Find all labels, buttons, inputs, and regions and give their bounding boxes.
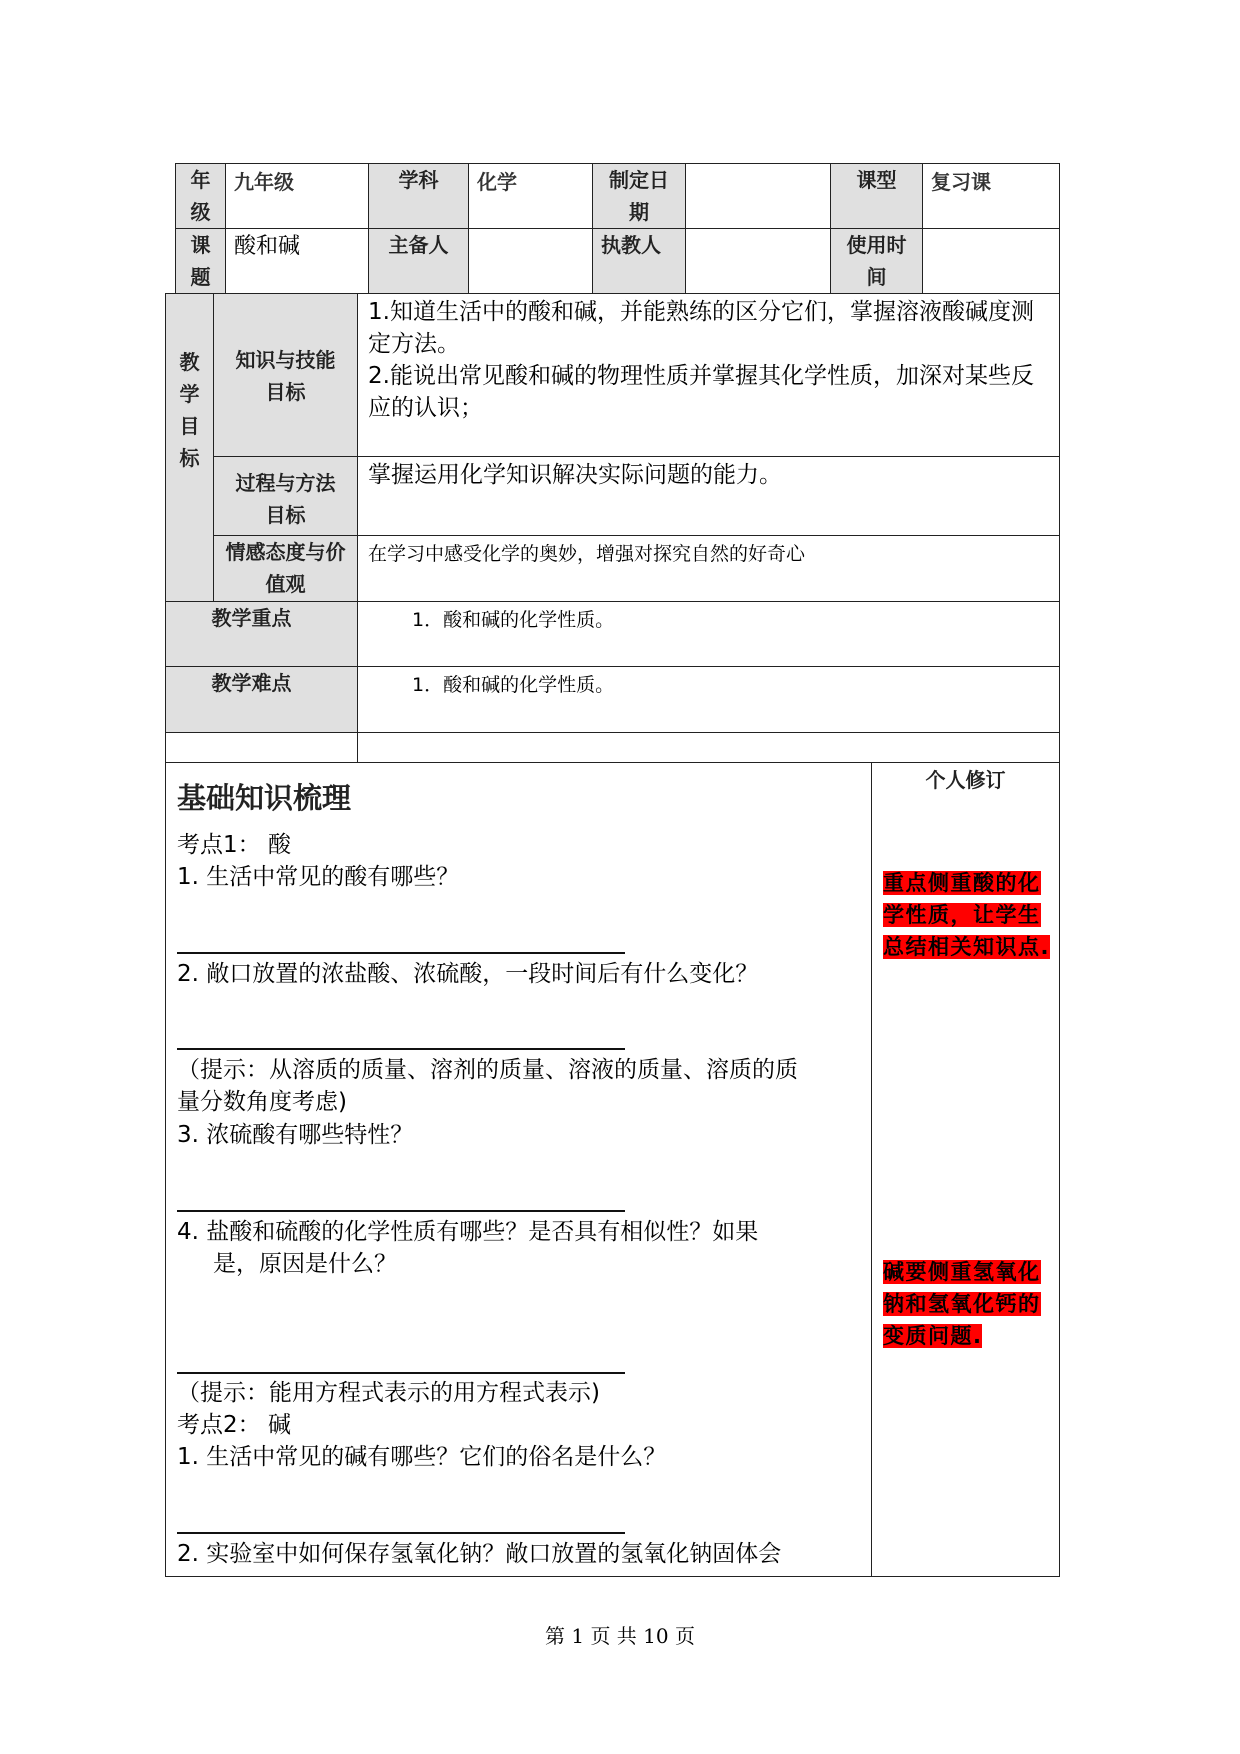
difficulty-value[interactable]: 1．酸和碱的化学性质。 — [357, 666, 1060, 733]
process-method-label: 过程与方法目标 — [213, 456, 358, 536]
empty-cell — [357, 732, 1060, 763]
revision-note-acid[interactable] — [883, 867, 1050, 963]
question-5: 1. 生活中常见的碱有哪些？它们的俗名是什么？ — [177, 1444, 667, 1470]
goal-line: 2.能说出常见酸和碱的物理性质并掌握其化学性质，加深对某些反应的认识； — [368, 363, 1034, 421]
teacher-value[interactable] — [685, 228, 831, 294]
knowledge-skill-label: 知识与技能目标 — [213, 293, 358, 457]
answer-line[interactable] — [177, 1210, 625, 1212]
question-4-line-1: 4. 盐酸和硫酸的化学性质有哪些？是否具有相似性？如果 — [177, 1219, 759, 1245]
teacher-label: 执教人 — [592, 228, 686, 294]
hint-1-line-1: （提示：从溶质的质量、溶剂的质量、溶液的质量、溶质的质 — [177, 1057, 798, 1083]
preparer-value[interactable] — [468, 228, 593, 294]
page-footer: 第 1 页 共 10 页 — [545, 1624, 695, 1648]
exam-point-acid: 考点1： 酸 — [177, 832, 291, 858]
preparer-label: 主备人 — [368, 228, 469, 294]
usetime-label: 使用时间 — [830, 228, 923, 294]
emotion-value-label: 情感态度与价值观 — [213, 535, 358, 602]
answer-line[interactable] — [177, 1048, 625, 1050]
revision-header: 个人修订 — [925, 768, 1006, 792]
answer-line[interactable] — [177, 952, 625, 954]
question-1: 1. 生活中常见的酸有哪些？ — [177, 864, 460, 890]
difficulty-label: 教学难点 — [165, 666, 358, 733]
answer-line[interactable] — [177, 1372, 625, 1374]
emotion-value-content[interactable] — [357, 535, 1060, 602]
process-method-content[interactable] — [357, 456, 1060, 536]
hint-1-line-2: 量分数角度考虑) — [177, 1089, 347, 1115]
exam-point-base: 考点2： 碱 — [177, 1412, 291, 1438]
teaching-goals-label: 教学目标 — [165, 293, 214, 602]
note-line: 学性质，让学生 — [883, 903, 1041, 927]
hint-2: （提示：能用方程式表示的用方程式表示) — [177, 1380, 600, 1406]
topic-label: 课题 — [175, 228, 226, 294]
goal-line: 掌握运用化学知识解决实际问题的能力。 — [368, 462, 782, 488]
knowledge-skill-content[interactable] — [357, 293, 1060, 457]
key-point-label: 教学重点 — [165, 601, 358, 667]
grade-label: 年级 — [175, 163, 226, 229]
topic-value[interactable]: 酸和碱 — [225, 228, 369, 294]
question-3: 3. 浓硫酸有哪些特性？ — [177, 1122, 414, 1148]
revision-note-base[interactable] — [883, 1256, 1041, 1352]
note-line: 钠和氢氧化钙的 — [883, 1292, 1041, 1316]
section-title: 基础知识梳理 — [177, 781, 352, 815]
goal-line: 1.知道生活中的酸和碱，并能熟练的区分它们，掌握溶液酸碱度测定方法。 — [368, 299, 1034, 357]
note-line: 总结相关知识点. — [883, 935, 1050, 959]
type-label: 课型 — [830, 163, 923, 229]
usetime-value[interactable] — [922, 228, 1060, 294]
note-line: 重点侧重酸的化 — [883, 871, 1041, 895]
note-line: 碱要侧重氢氧化 — [883, 1260, 1041, 1284]
question-2: 2. 敞口放置的浓盐酸、浓硫酸，一段时间后有什么变化？ — [177, 961, 759, 987]
question-6: 2. 实验室中如何保存氢氧化钠？敞口放置的氢氧化钠固体会 — [177, 1541, 782, 1567]
question-4-line-2: 是，原因是什么？ — [213, 1251, 397, 1277]
subject-label: 学科 — [368, 163, 469, 229]
note-line: 变质问题. — [883, 1324, 983, 1348]
answer-line[interactable] — [177, 1532, 625, 1534]
grade-value[interactable]: 九年级 — [225, 163, 369, 229]
type-value[interactable]: 复习课 — [922, 163, 1060, 229]
goal-line: 在学习中感受化学的奥妙，增强对探究自然的好奇心 — [368, 543, 806, 565]
empty-cell — [165, 732, 358, 763]
date-value[interactable] — [685, 163, 831, 229]
subject-value[interactable]: 化学 — [468, 163, 593, 229]
key-point-value[interactable]: 1．酸和碱的化学性质。 — [357, 601, 1060, 667]
date-label: 制定日期 — [592, 163, 686, 229]
